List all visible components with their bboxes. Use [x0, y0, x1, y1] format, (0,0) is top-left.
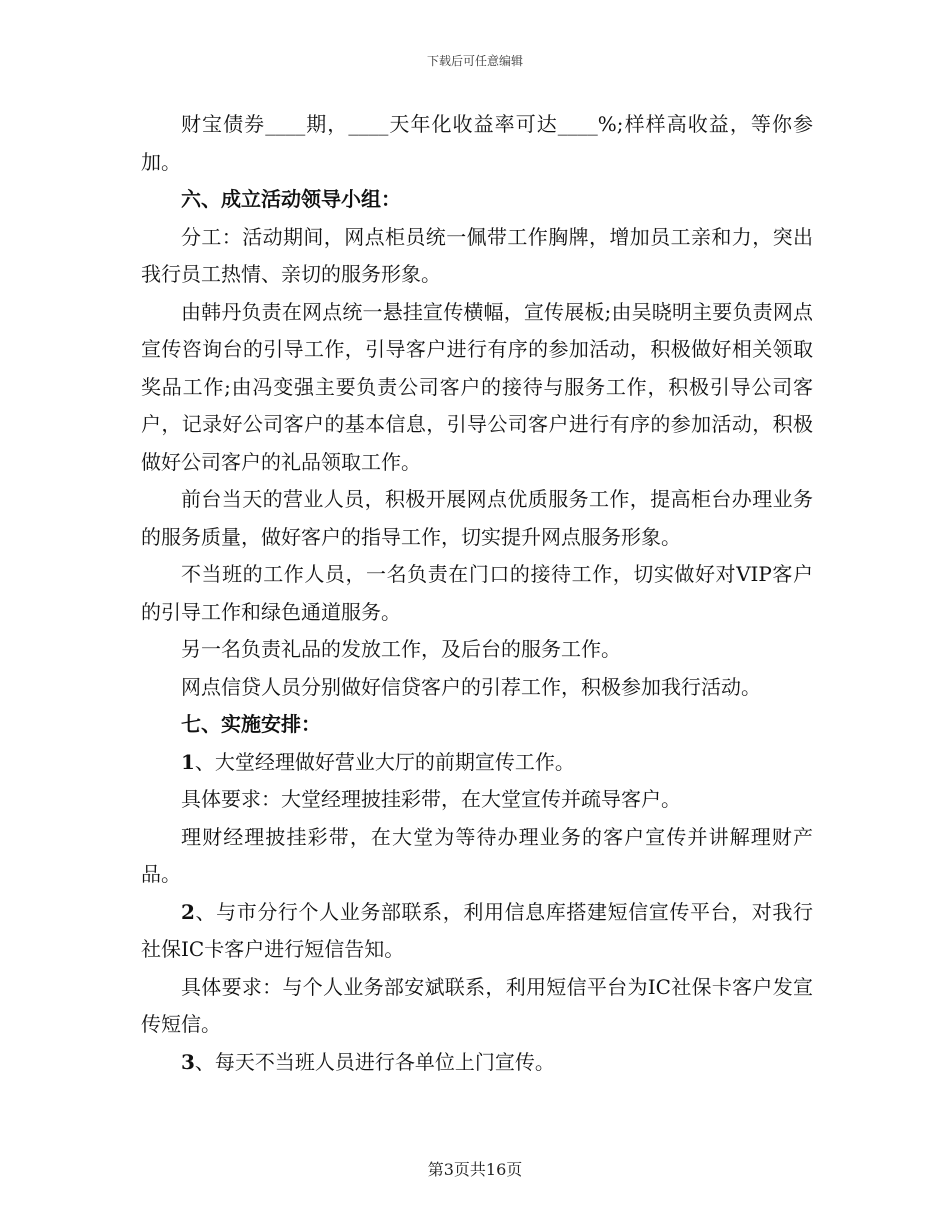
paragraph: 具体要求：与个人业务部安斌联系，利用短信平台为IC社保卡客户发宣传短信。 — [141, 974, 813, 1036]
item-number: 2 — [181, 899, 195, 924]
page-footer: 第3页共16页 — [427, 1160, 523, 1179]
paragraph: 另一名负责礼品的发放工作，及后台的服务工作。 — [181, 637, 621, 661]
numbered-item — [141, 744, 813, 782]
numbered-item — [141, 1044, 813, 1082]
page-header: 下载后可任意编辑 — [426, 54, 523, 68]
document-body — [141, 106, 813, 1081]
item-number: 3 — [181, 1049, 195, 1074]
paragraph: 不当班的工作人员，一名负责在门口的接待工作，切实做好对VIP客户的引导工作和绿色通道服务。 — [141, 562, 813, 624]
paragraph: 前台当天的营业人员，积极开展网点优质服务工作，提高柜台办理业务的服务质量，做好客户的指导工作，切实提升网点服务形象。 — [141, 487, 813, 549]
paragraph: 网点信贷人员分别做好信贷客户的引荐工作，积极参加我行活动。 — [181, 674, 761, 699]
paragraph: 具体要求：大堂经理披挂彩带，在大堂宣传并疏导客户。 — [181, 787, 681, 811]
section-heading: 六、成立活动领导小组： — [181, 187, 401, 211]
paragraph: 财宝债券____期，____天年化收益率可达____%;样样高收益，等你参加。 — [141, 112, 813, 174]
item-text: 、大堂经理做好营业大厅的前期宣传工作。 — [194, 749, 575, 774]
paragraph: 理财经理披挂彩带，在大堂为等待办理业务的客户宣传并讲解理财产品。 — [141, 824, 813, 886]
section-heading: 七、实施安排： — [181, 712, 321, 736]
item-text: 、与市分行个人业务部联系，利用信息库搭建短信宣传平台，对我行社保IC卡客户进行短信告知。 — [141, 899, 813, 961]
item-number: 1 — [181, 749, 195, 774]
numbered-item — [141, 894, 813, 969]
paragraph: 分工：活动期间，网点柜员统一佩带工作胸牌，增加员工亲和力，突出我行员工热情、亲切的服务形象。 — [141, 224, 813, 286]
paragraph: 由韩丹负责在网点统一悬挂宣传横幅，宣传展板;由吴晓明主要负责网点宣传咨询台的引导工作，引导客户进行有序的参加活动，积极做好相关领取奖品工作;由冯变强主要负责公司客户的接待与服务工作，积极引导公司客户，记录好公司客户的基本信息，引导公司客户进行有序的参加活动，积极做好公司客户的礼品领取工作。 — [141, 299, 813, 474]
item-text: 、每天不当班人员进行各单位上门宣传。 — [194, 1049, 555, 1074]
